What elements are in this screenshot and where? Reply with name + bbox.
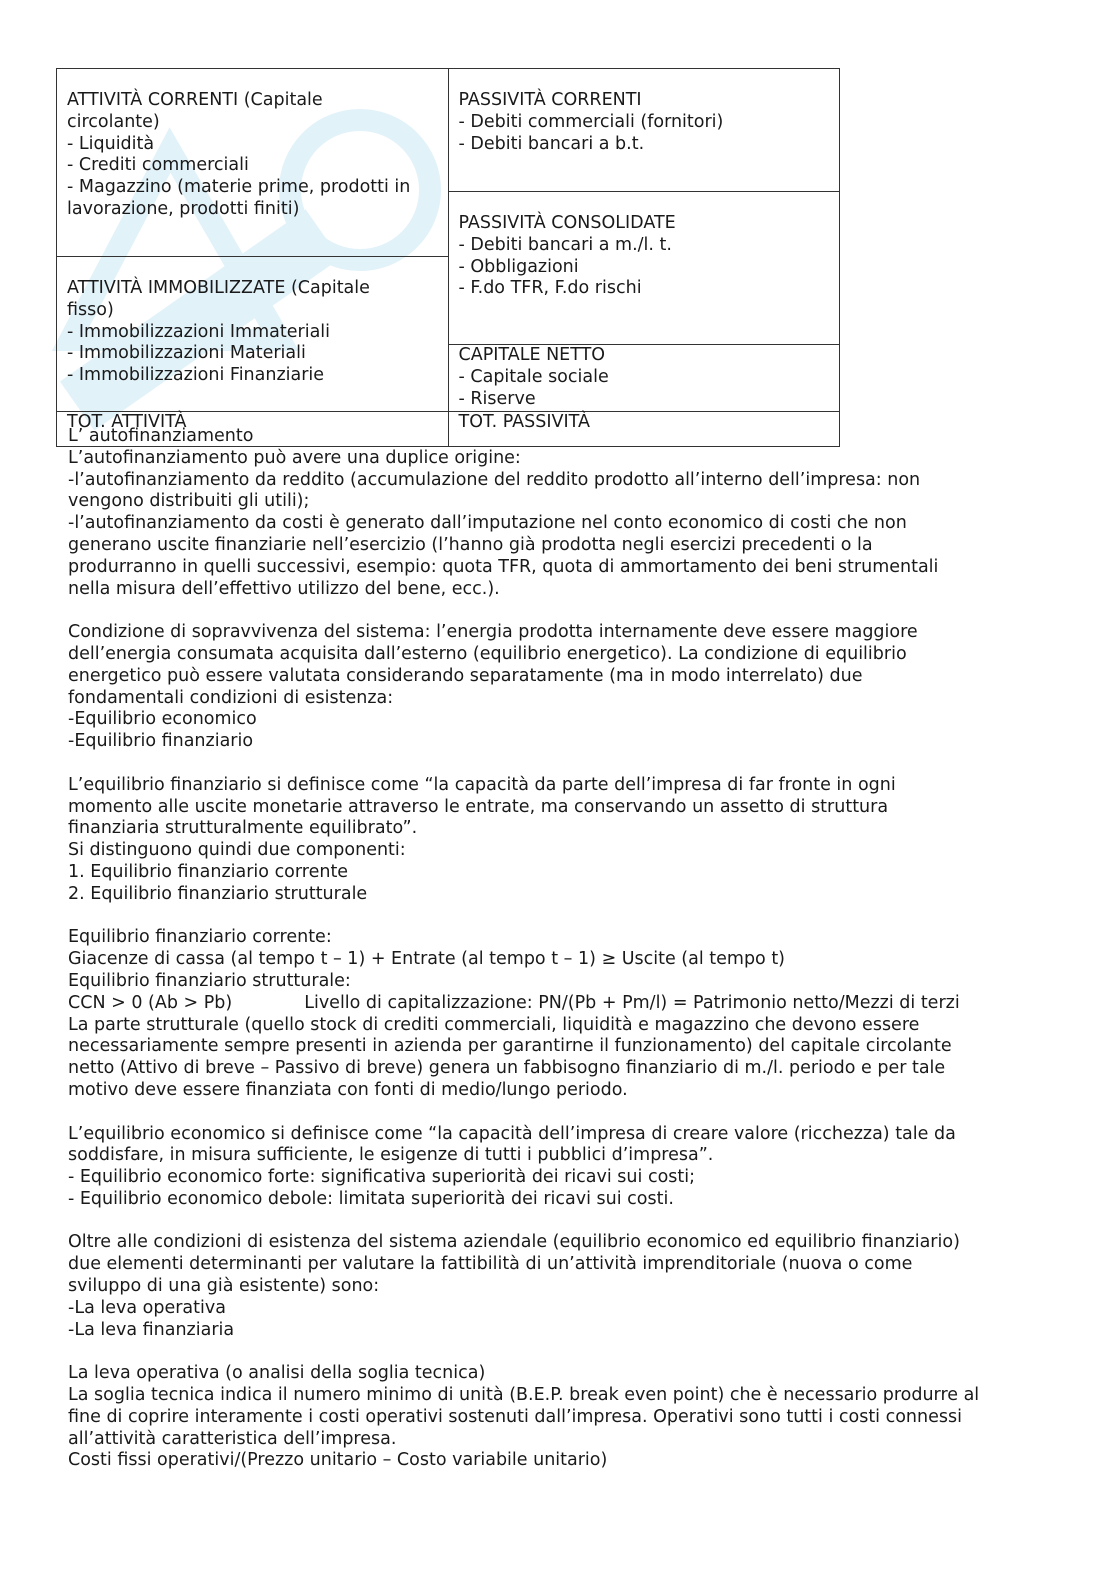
text-line: ATTIVITÀ CORRENTI (Capitale bbox=[67, 90, 323, 110]
text-line: L’autofinanziamento può avere una duplice origine: bbox=[68, 447, 521, 468]
text-line: La soglia tecnica indica il numero minimo di unità (B.E.P. break even point) che è necessario produrre al bbox=[68, 1385, 980, 1406]
text-line: PASSIVITÀ CORRENTI bbox=[458, 90, 642, 110]
tot-attivita-label: TOT. ATTIVITÀ bbox=[67, 412, 187, 432]
paragraph-gap bbox=[68, 906, 1068, 928]
paragraph-gap bbox=[68, 1102, 1068, 1124]
text-line: soddisfare, in misura sufficiente, le esigenze di tutti i pubblici d’impresa”. bbox=[68, 1145, 714, 1166]
text-line: - Immobilizzazioni Immateriali bbox=[67, 321, 331, 342]
heading-autofinanziamento: L’ autofinanziamento bbox=[68, 426, 254, 446]
text-line: fondamentali condizioni di esistenza: bbox=[68, 687, 394, 708]
capitale-netto-lines bbox=[459, 345, 830, 410]
text-line: - Debiti bancari a b.t. bbox=[458, 133, 645, 154]
text-line: -l’autofinanziamento da costi è generato dall’imputazione nel conto economico di costi che non bbox=[68, 513, 907, 534]
text-line: generano uscite finanziarie nell’esercizio (l’hanno già prodotta negli esercizi precedenti o la bbox=[68, 534, 873, 555]
formula-line: Giacenze di cassa (al tempo t – 1) + Entrate (al tempo t – 1) ≥ Uscite (al tempo t) bbox=[68, 949, 786, 970]
cell-passivita-consolidate bbox=[448, 192, 840, 345]
text-line: - Debiti bancari a m./l. t. bbox=[458, 234, 672, 255]
document-body bbox=[68, 426, 1068, 1472]
text-line: La parte strutturale (quello stock di crediti commerciali, liquidità e magazzino che devono essere bbox=[68, 1014, 920, 1035]
text-line: Si distinguono quindi due componenti: bbox=[68, 840, 406, 861]
text-line: Equilibrio finanziario corrente: bbox=[68, 927, 332, 948]
text-line: PASSIVITÀ CONSOLIDATE bbox=[458, 213, 676, 233]
text-line: -Equilibrio economico bbox=[68, 709, 257, 730]
text-line: CAPITALE NETTO bbox=[458, 345, 606, 365]
text-line: circolante) bbox=[67, 111, 160, 132]
text-line: momento alle uscite monetarie attraverso le entrate, ma conservando un assetto di struttura bbox=[68, 796, 889, 817]
text-line: lavorazione, prodotti finiti) bbox=[67, 198, 300, 219]
heading-leva-operativa: La leva operativa (o analisi della soglia tecnica) bbox=[68, 1363, 486, 1384]
text-line: - Crediti commerciali bbox=[67, 155, 249, 176]
text-line: all’attività caratteristica dell’impresa. bbox=[68, 1428, 397, 1449]
ccn-formula: CCN > 0 (Ab > Pb) bbox=[68, 992, 233, 1013]
text-line: -Equilibrio finanziario bbox=[68, 731, 254, 752]
paragraph-equilibrio-finanziario bbox=[68, 775, 1068, 906]
text-line: necessariamente sempre presenti in azienda per garantirne il funzionamento) del capitale circolante bbox=[68, 1036, 952, 1057]
balance-sheet-table bbox=[56, 68, 840, 447]
text-line: - Capitale sociale bbox=[458, 366, 609, 387]
text-line: nella misura dell’effettivo utilizzo del bene, ecc.). bbox=[68, 578, 500, 599]
text-line: -l’autofinanziamento da reddito (accumulazione del reddito prodotto all’interno dell’impresa: non bbox=[68, 469, 921, 490]
paragraph-equilibrio-economico bbox=[68, 1124, 1068, 1211]
text-line: - Equilibrio economico forte: significativa superiorità dei ricavi sui costi; bbox=[68, 1167, 696, 1188]
text-line: Oltre alle condizioni di esistenza del sistema aziendale (equilibrio economico ed equilibrio finanziario) bbox=[68, 1232, 960, 1253]
text-line: L’equilibrio economico si definisce come “la capacità dell’impresa di creare valore (ricchezza) tale da bbox=[68, 1123, 956, 1144]
formula-line: Costi fissi operativi/(Prezzo unitario – Costo variabile unitario) bbox=[68, 1450, 608, 1471]
text-line: -La leva operativa bbox=[68, 1297, 226, 1318]
text-line: produrranno in quelli successivi, esempio: quota TFR, quota di ammortamento dei beni strumentali bbox=[68, 556, 939, 577]
paragraph-equilibrio-corrente bbox=[68, 927, 1068, 1101]
cell-attivita-immobilizzate bbox=[57, 257, 449, 412]
ccn-formula-line bbox=[68, 993, 1068, 1015]
text-line: - Magazzino (materie prime, prodotti in bbox=[67, 177, 411, 198]
text-line: netto (Attivo di breve – Passivo di breve) genera un fabbisogno finanziario di m./l. periodo e per tale bbox=[68, 1058, 946, 1079]
paragraph-leva-operativa bbox=[68, 1363, 1068, 1472]
cell-passivita-correnti bbox=[448, 69, 840, 192]
text-line: due elementi determinanti per valutare la fattibilità di un’attività imprenditoriale (nuova o come bbox=[68, 1254, 913, 1275]
text-line: sviluppo di una già esistente) sono: bbox=[68, 1276, 380, 1297]
text-line: - Debiti commerciali (fornitori) bbox=[458, 111, 724, 132]
paragraph-gap bbox=[68, 753, 1068, 775]
text-line: - F.do TFR, F.do rischi bbox=[458, 278, 642, 299]
text-line: energetico può essere valutata considerando separatamente (ma in modo interrelato) due bbox=[68, 665, 863, 686]
paragraph-gap bbox=[68, 1341, 1068, 1363]
text-line: Equilibrio finanziario strutturale: bbox=[68, 970, 351, 991]
text-line: fisso) bbox=[67, 299, 114, 320]
attivita-correnti-lines bbox=[67, 90, 438, 221]
text-line: Condizione di sopravvivenza del sistema: l’energia prodotta internamente deve essere maggiore bbox=[68, 622, 918, 643]
text-line: L’equilibrio finanziario si definisce come “la capacità da parte dell’impresa di far fronte in ogni bbox=[68, 774, 896, 795]
text-line: motivo deve essere finanziata con fonti di medio/lungo periodo. bbox=[68, 1079, 628, 1100]
tot-passivita-label: TOT. PASSIVITÀ bbox=[458, 412, 590, 432]
text-line: ATTIVITÀ IMMOBILIZZATE (Capitale bbox=[67, 278, 370, 298]
paragraph-autofinanziamento bbox=[68, 426, 1068, 600]
paragraph-gap bbox=[68, 600, 1068, 622]
text-line: - Equilibrio economico debole: limitata superiorità dei ricavi sui costi. bbox=[68, 1188, 674, 1209]
text-line: finanziaria strutturalmente equilibrato”. bbox=[68, 818, 418, 839]
passivita-correnti-lines bbox=[459, 90, 830, 155]
text-line: - Immobilizzazioni Finanziarie bbox=[67, 365, 325, 386]
text-line: 2. Equilibrio finanziario strutturale bbox=[68, 883, 368, 904]
text-line: dell’energia consumata acquisita dall’esterno (equilibrio energetico). La condizione di equilibrio bbox=[68, 643, 907, 664]
paragraph-gap bbox=[68, 1211, 1068, 1233]
passivita-consolidate-lines bbox=[459, 213, 830, 300]
paragraph-leve bbox=[68, 1232, 1068, 1341]
cell-attivita-correnti bbox=[57, 69, 449, 257]
text-line: - Riserve bbox=[458, 388, 536, 409]
capitalizzazione-formula: Livello di capitalizzazione: PN/(Pb + Pm/l) = Patrimonio netto/Mezzi di terzi bbox=[304, 992, 960, 1013]
attivita-immobilizzate-lines bbox=[67, 278, 438, 387]
text-line: - Immobilizzazioni Materiali bbox=[67, 343, 306, 364]
text-line: vengono distribuiti gli utili); bbox=[68, 491, 310, 512]
paragraph-sopravvivenza bbox=[68, 622, 1068, 753]
text-line: fine di coprire interamente i costi operativi sostenuti dall’impresa. Operativi sono tutti i costi connessi bbox=[68, 1406, 962, 1427]
text-line: - Obbligazioni bbox=[458, 256, 579, 277]
text-line: - Liquidità bbox=[67, 133, 155, 154]
cell-capitale-netto bbox=[448, 345, 840, 412]
text-line: -La leva finanziaria bbox=[68, 1319, 235, 1340]
text-line: 1. Equilibrio finanziario corrente bbox=[68, 861, 349, 882]
